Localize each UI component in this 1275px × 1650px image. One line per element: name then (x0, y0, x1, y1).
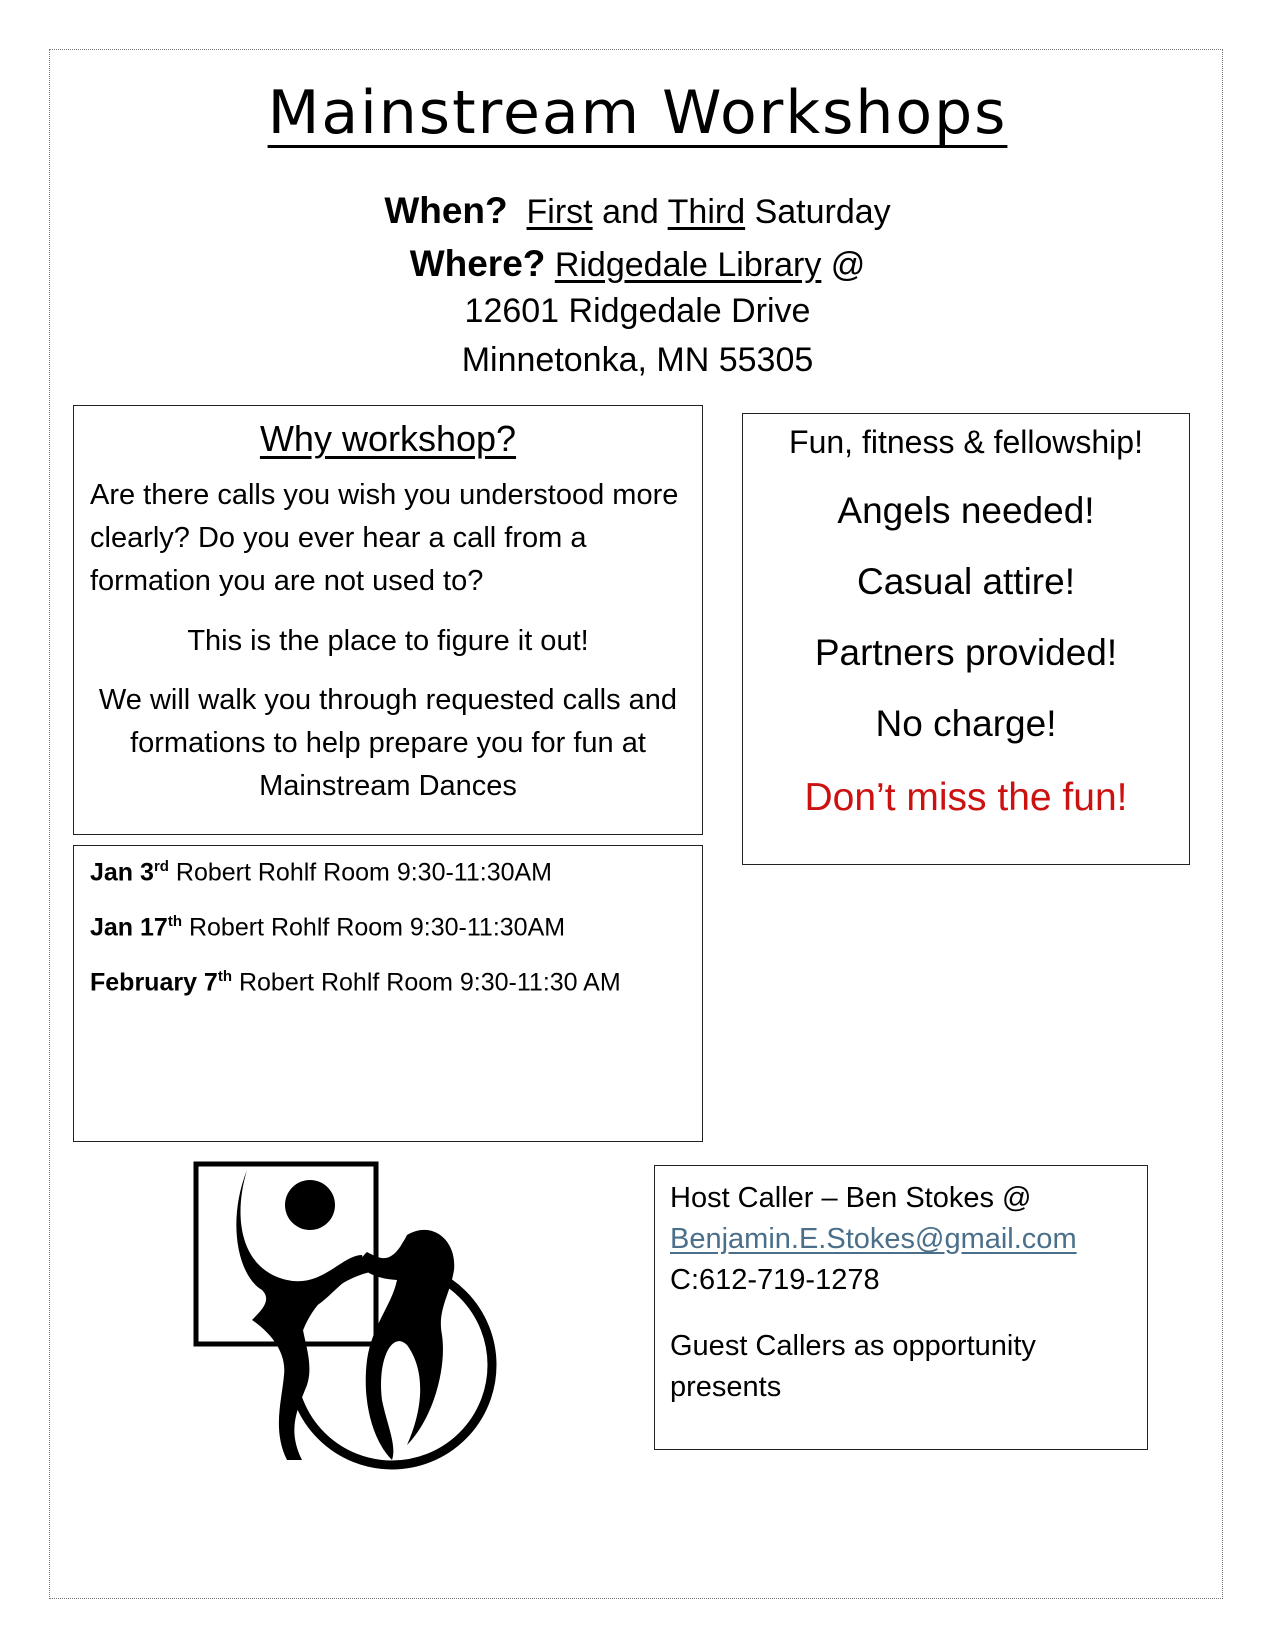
perk-tagline: Don’t miss the fun! (804, 776, 1128, 819)
schedule-box (73, 845, 703, 1142)
when-label: When? (384, 190, 508, 231)
perk-item: Casual attire! (857, 561, 1075, 602)
perks-box (742, 413, 1190, 865)
schedule-row: February 7th Robert Rohlf Room 9:30-11:30 AM (90, 968, 621, 997)
where-line (0, 243, 1275, 285)
host-phone: C:612-719-1278 (670, 1264, 880, 1296)
when-line (0, 190, 1275, 232)
why-workshop-box (73, 405, 703, 835)
when-third: Third (667, 193, 746, 231)
why-heading: Why workshop? (259, 418, 517, 459)
where-city: Minnetonka, MN 55305 (461, 341, 814, 379)
where-place: Ridgedale Library (554, 246, 822, 284)
schedule-row: Jan 3rd Robert Rohlf Room 9:30-11:30AM (90, 858, 553, 887)
where-at: @ (830, 246, 866, 284)
when-and: and (602, 193, 659, 231)
where-label: Where? (409, 243, 546, 284)
where-street: 12601 Ridgedale Drive (464, 292, 811, 330)
host-email-link[interactable]: Benjamin.E.Stokes@gmail.com (670, 1223, 1077, 1255)
when-first: First (526, 193, 593, 231)
perk-item: Angels needed! (837, 490, 1095, 531)
perk-item: Partners provided! (814, 632, 1118, 673)
page-title: Mainstream Workshops (267, 78, 1008, 148)
schedule-row: Jan 17th Robert Rohlf Room 9:30-11:30AM (90, 913, 566, 942)
guest-callers-text: Guest Callers as opportunity presents (670, 1330, 1036, 1403)
why-para-1: Are there calls you wish you understood more clearly? Do you ever hear a call from a formation you are not used to? (90, 479, 679, 597)
host-line: Host Caller – Ben Stokes @ (670, 1182, 1032, 1214)
perk-item: Fun, fitness & fellowship! (789, 424, 1143, 460)
why-para-3: We will walk you through requested calls and formations to help prepare you for fun at Mainstream Dances (98, 684, 678, 802)
why-para-2: This is the place to figure it out! (187, 625, 589, 657)
perk-item: No charge! (875, 703, 1057, 744)
when-day: Saturday (754, 193, 891, 231)
square-dance-couple-logo-icon (192, 1160, 512, 1470)
host-caller-box (654, 1165, 1148, 1450)
